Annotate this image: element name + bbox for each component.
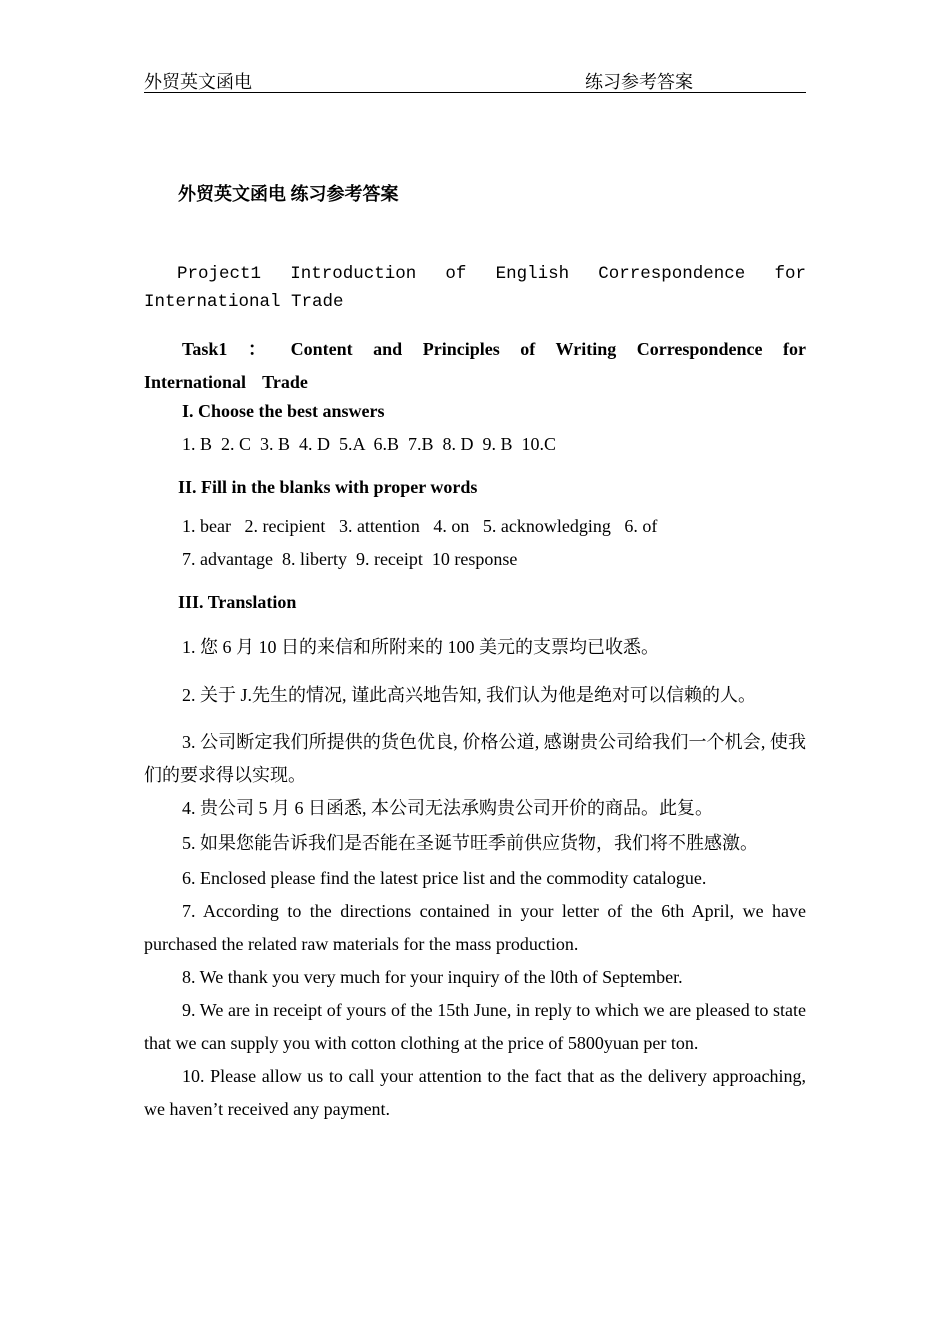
header-left-title: 外贸英文函电 [144,72,252,92]
section1-answers: 1. B 2. C 3. B 4. D 5.A 6.B 7.B 8. D 9. B 10.C [182,434,557,454]
section2-heading: II. Fill in the blanks with proper words [178,477,478,497]
translation-item-5: 5. 如果您能告诉我们是否能在圣诞节旺季前供应货物，我们将不胜感激。 [182,833,758,853]
section1-heading: I. Choose the best answers [182,401,385,421]
translation-item-8: 8. We thank you very much for your inquiry of the l0th of September. [182,967,683,987]
translation-item-10: 10. Please allow us to call your attention to the fact that as the delivery approaching, we haven’t received any payment. [144,1066,806,1119]
translation-item-7: 7. According to the directions contained in your letter of the 6th April, we have purchased the related raw materials for the mass production. [144,901,806,954]
section3-heading: III. Translation [178,592,297,612]
project-heading: Project1 Introduction of English Correspondence for International Trade [144,264,806,312]
translation-item-1: 1. 您 6 月 10 日的来信和所附来的 100 美元的支票均已收悉。 [182,637,659,657]
page-header [144,68,806,93]
section2-answers-line1: 1. bear 2. recipient 3. attention 4. on 5. acknowledging 6. of [182,516,658,536]
translation-item-4: 4. 贵公司 5 月 6 日函悉, 本公司无法承购贵公司开价的商品。此复。 [182,798,713,818]
header-right-title: 练习参考答案 [585,72,693,92]
task-heading: Task1 ： Content and Principles of Writing Correspondence for International Trade [144,339,806,392]
document-title: 外贸英文函电 练习参考答案 [178,184,399,204]
section2-answers-line2: 7. advantage 8. liberty 9. receipt 10 response [182,549,518,569]
translation-item-9: 9. We are in receipt of yours of the 15th June, in reply to which we are pleased to state that we can supply you with cotton clothing at the price of 5800yuan per ton. [144,1000,806,1053]
translation-item-2: 2. 关于 J.先生的情况, 谨此高兴地告知, 我们认为他是绝对可以信赖的人。 [182,685,757,705]
translation-item-6: 6. Enclosed please find the latest price list and the commodity catalogue. [182,868,707,888]
translation-item-3: 3. 公司断定我们所提供的货色优良, 价格公道, 感谢贵公司给我们一个机会, 使我们的要求得以实现。 [144,732,806,785]
